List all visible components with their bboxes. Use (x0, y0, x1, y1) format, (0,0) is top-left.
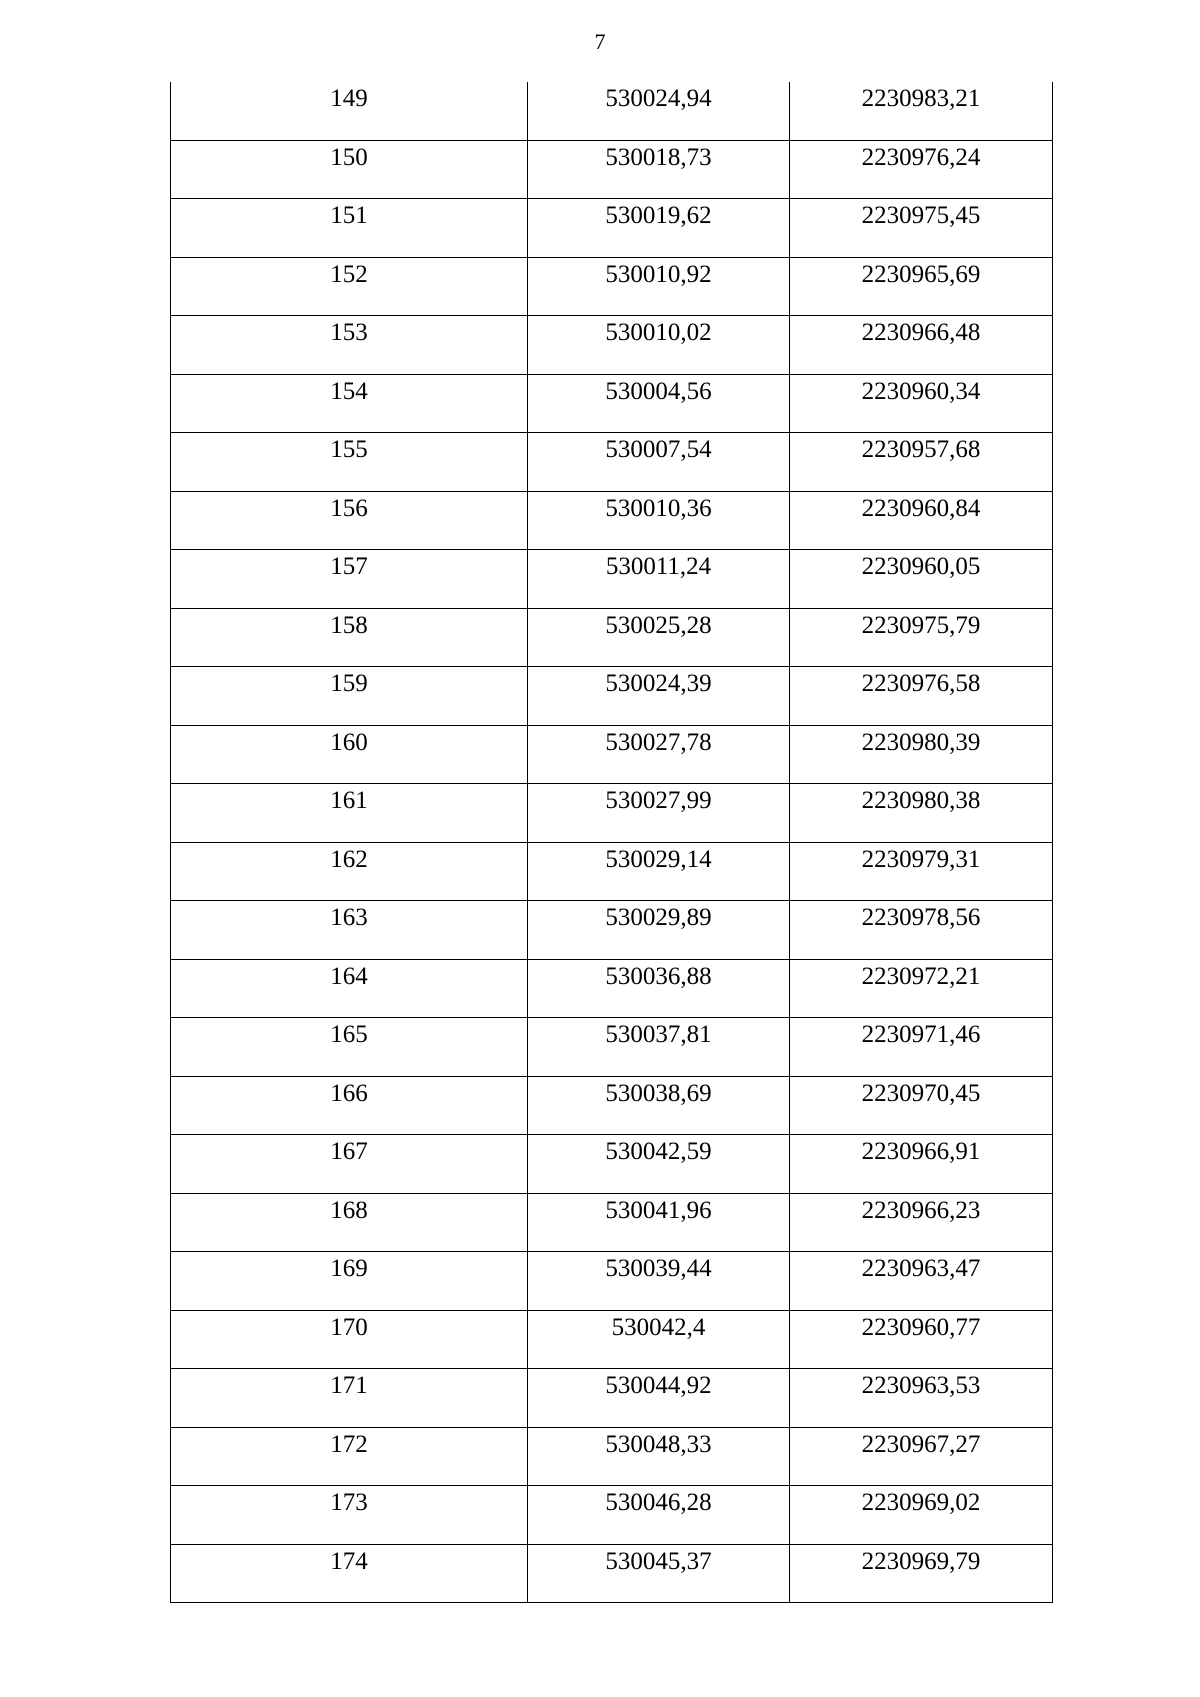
table-row (171, 1369, 1053, 1428)
x-coordinate-cell (528, 784, 790, 843)
x-coordinate-cell (528, 199, 790, 258)
cell-text: 174 (330, 1547, 368, 1575)
cell-text: 165 (330, 1021, 368, 1048)
table-row (171, 1310, 1053, 1369)
point-number-cell (171, 1193, 528, 1252)
cell-text: 150 (330, 143, 368, 171)
cell-text: 166 (330, 1079, 368, 1107)
cell-text: 530045,37 (605, 1547, 712, 1575)
table-row (171, 1486, 1053, 1545)
table-row (171, 140, 1053, 199)
cell-text: 2230983,21 (861, 85, 981, 112)
y-coordinate-cell (790, 491, 1053, 550)
table-row (171, 1427, 1053, 1486)
x-coordinate-cell (528, 316, 790, 375)
cell-text: 530041,96 (605, 1196, 712, 1224)
y-coordinate-cell (790, 1193, 1053, 1252)
cell-text: 173 (330, 1489, 368, 1516)
table-row (171, 901, 1053, 960)
cell-text: 530025,28 (605, 611, 712, 639)
y-coordinate-cell (790, 140, 1053, 199)
table-row (171, 1018, 1053, 1077)
x-coordinate-cell (528, 959, 790, 1018)
y-coordinate-cell (790, 784, 1053, 843)
point-number-cell (171, 491, 528, 550)
y-coordinate-cell (790, 374, 1053, 433)
table-row (171, 1544, 1053, 1603)
cell-text: 2230967,27 (861, 1430, 981, 1458)
point-number-cell (171, 608, 528, 667)
cell-text: 2230980,38 (861, 787, 981, 814)
x-coordinate-cell (528, 725, 790, 784)
coordinates-table (170, 82, 1053, 1603)
point-number-cell (171, 1076, 528, 1135)
coordinates-table-body (171, 82, 1053, 1603)
point-number-cell (171, 1310, 528, 1369)
table-row (171, 374, 1053, 433)
table-row (171, 433, 1053, 492)
x-coordinate-cell (528, 667, 790, 726)
table-row (171, 608, 1053, 667)
x-coordinate-cell (528, 608, 790, 667)
y-coordinate-cell (790, 433, 1053, 492)
point-number-cell (171, 667, 528, 726)
cell-text: 2230966,48 (861, 319, 981, 346)
x-coordinate-cell (528, 140, 790, 199)
point-number-cell (171, 140, 528, 199)
cell-text: 530029,89 (605, 904, 712, 931)
x-coordinate-cell (528, 1193, 790, 1252)
cell-text: 2230960,84 (861, 494, 981, 522)
cell-text: 156 (330, 494, 368, 522)
cell-text: 530010,02 (605, 319, 712, 346)
y-coordinate-cell (790, 725, 1053, 784)
y-coordinate-cell (790, 1076, 1053, 1135)
x-coordinate-cell (528, 82, 790, 140)
cell-text: 530027,78 (605, 728, 712, 756)
y-coordinate-cell (790, 550, 1053, 609)
table-row (171, 257, 1053, 316)
cell-text: 2230972,21 (861, 962, 981, 990)
x-coordinate-cell (528, 491, 790, 550)
cell-text: 2230971,46 (861, 1021, 981, 1048)
cell-text: 2230957,68 (861, 436, 981, 463)
y-coordinate-cell (790, 1310, 1053, 1369)
y-coordinate-cell (790, 316, 1053, 375)
table-row (171, 959, 1053, 1018)
x-coordinate-cell (528, 550, 790, 609)
cell-text: 169 (330, 1255, 368, 1282)
y-coordinate-cell (790, 1135, 1053, 1194)
point-number-cell (171, 784, 528, 843)
table-row (171, 1135, 1053, 1194)
cell-text: 530024,94 (605, 85, 712, 112)
point-number-cell (171, 433, 528, 492)
point-number-cell (171, 1135, 528, 1194)
table-row (171, 842, 1053, 901)
y-coordinate-cell (790, 1544, 1053, 1603)
x-coordinate-cell (528, 1486, 790, 1545)
cell-text: 2230969,02 (861, 1489, 981, 1516)
point-number-cell (171, 1486, 528, 1545)
cell-text: 530010,92 (605, 260, 712, 288)
point-number-cell (171, 901, 528, 960)
table-row (171, 784, 1053, 843)
y-coordinate-cell (790, 608, 1053, 667)
table-row (171, 82, 1053, 140)
cell-text: 159 (330, 670, 368, 697)
cell-text: 163 (330, 904, 368, 931)
table-row (171, 1252, 1053, 1311)
cell-text: 530024,39 (605, 670, 712, 697)
cell-text: 530010,36 (605, 494, 712, 522)
cell-text: 2230980,39 (861, 728, 981, 756)
cell-text: 154 (330, 377, 368, 405)
cell-text: 530048,33 (605, 1430, 712, 1458)
cell-text: 2230969,79 (861, 1547, 981, 1575)
cell-text: 160 (330, 728, 368, 756)
cell-text: 530027,99 (605, 787, 712, 814)
cell-text: 530018,73 (605, 143, 712, 171)
cell-text: 167 (330, 1138, 368, 1165)
point-number-cell (171, 725, 528, 784)
x-coordinate-cell (528, 1369, 790, 1428)
table-row (171, 550, 1053, 609)
x-coordinate-cell (528, 1310, 790, 1369)
x-coordinate-cell (528, 1018, 790, 1077)
y-coordinate-cell (790, 1369, 1053, 1428)
table-row (171, 725, 1053, 784)
x-coordinate-cell (528, 257, 790, 316)
cell-text: 530042,59 (605, 1138, 712, 1165)
cell-text: 149 (330, 85, 368, 112)
cell-text: 170 (330, 1313, 368, 1341)
cell-text: 2230970,45 (861, 1079, 981, 1107)
point-number-cell (171, 82, 528, 140)
cell-text: 151 (330, 202, 368, 229)
table-row (171, 316, 1053, 375)
point-number-cell (171, 316, 528, 375)
point-number-cell (171, 1427, 528, 1486)
cell-text: 158 (330, 611, 368, 639)
cell-text: 157 (330, 553, 368, 580)
point-number-cell (171, 1544, 528, 1603)
cell-text: 2230975,45 (861, 202, 981, 229)
cell-text: 530007,54 (605, 436, 712, 463)
cell-text: 153 (330, 319, 368, 346)
table-row (171, 667, 1053, 726)
cell-text: 2230975,79 (861, 611, 981, 639)
point-number-cell (171, 257, 528, 316)
cell-text: 530004,56 (605, 377, 712, 405)
y-coordinate-cell (790, 901, 1053, 960)
point-number-cell (171, 550, 528, 609)
cell-text: 171 (330, 1372, 368, 1399)
cell-text: 2230965,69 (861, 260, 981, 288)
x-coordinate-cell (528, 1135, 790, 1194)
point-number-cell (171, 1252, 528, 1311)
cell-text: 530036,88 (605, 962, 712, 990)
cell-text: 2230979,31 (861, 845, 981, 873)
x-coordinate-cell (528, 842, 790, 901)
y-coordinate-cell (790, 1018, 1053, 1077)
cell-text: 2230966,23 (861, 1196, 981, 1224)
point-number-cell (171, 959, 528, 1018)
cell-text: 530029,14 (605, 845, 712, 873)
x-coordinate-cell (528, 433, 790, 492)
cell-text: 2230976,58 (861, 670, 981, 697)
x-coordinate-cell (528, 1076, 790, 1135)
x-coordinate-cell (528, 1544, 790, 1603)
table-row (171, 199, 1053, 258)
x-coordinate-cell (528, 1427, 790, 1486)
cell-text: 152 (330, 260, 368, 288)
point-number-cell (171, 374, 528, 433)
cell-text: 530019,62 (605, 202, 712, 229)
cell-text: 530046,28 (605, 1489, 712, 1516)
y-coordinate-cell (790, 199, 1053, 258)
x-coordinate-cell (528, 901, 790, 960)
point-number-cell (171, 842, 528, 901)
x-coordinate-cell (528, 1252, 790, 1311)
cell-text: 162 (330, 845, 368, 873)
cell-text: 530042,4 (611, 1313, 706, 1341)
point-number-cell (171, 1018, 528, 1077)
page-number: 7 (594, 29, 606, 54)
y-coordinate-cell (790, 1427, 1053, 1486)
y-coordinate-cell (790, 1486, 1053, 1545)
table-row (171, 1076, 1053, 1135)
point-number-cell (171, 1369, 528, 1428)
cell-text: 2230960,77 (861, 1313, 981, 1341)
cell-text: 164 (330, 962, 368, 990)
table-row (171, 491, 1053, 550)
cell-text: 530038,69 (605, 1079, 712, 1107)
cell-text: 2230963,53 (861, 1372, 981, 1399)
y-coordinate-cell (790, 667, 1053, 726)
y-coordinate-cell (790, 82, 1053, 140)
cell-text: 2230960,34 (861, 377, 981, 405)
cell-text: 155 (330, 436, 368, 463)
y-coordinate-cell (790, 959, 1053, 1018)
y-coordinate-cell (790, 1252, 1053, 1311)
cell-text: 2230978,56 (861, 904, 981, 931)
y-coordinate-cell (790, 842, 1053, 901)
cell-text: 2230960,05 (861, 553, 981, 580)
cell-text: 530037,81 (605, 1021, 712, 1048)
y-coordinate-cell (790, 257, 1053, 316)
x-coordinate-cell (528, 374, 790, 433)
cell-text: 2230976,24 (861, 143, 981, 171)
cell-text: 161 (330, 787, 368, 814)
cell-text: 530011,24 (605, 553, 712, 580)
cell-text: 530039,44 (605, 1255, 712, 1282)
cell-text: 172 (330, 1430, 368, 1458)
cell-text: 2230963,47 (861, 1255, 981, 1282)
cell-text: 530044,92 (605, 1372, 712, 1399)
cell-text: 2230966,91 (861, 1138, 981, 1165)
cell-text: 168 (330, 1196, 368, 1224)
point-number-cell (171, 199, 528, 258)
table-row (171, 1193, 1053, 1252)
